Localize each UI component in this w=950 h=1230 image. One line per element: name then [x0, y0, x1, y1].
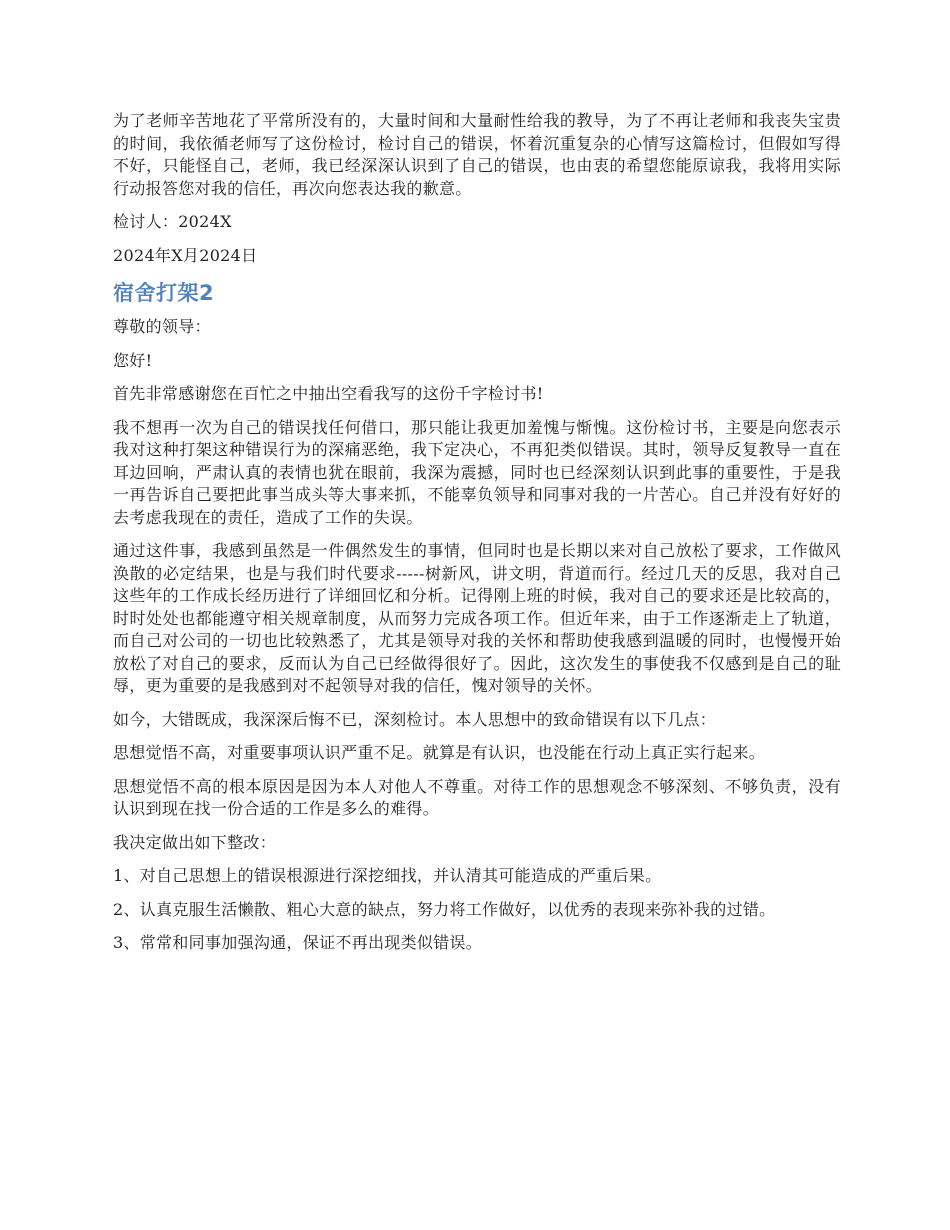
- body-paragraph: 如今，大错既成，我深深后悔不已，深刻检讨。本人思想中的致命错误有以下几点：: [113, 709, 717, 729]
- date-line: 2024年X月2024日: [113, 245, 258, 265]
- body-paragraph: 思想觉悟不高，对重要事项认识严重不足。就算是有认识，也没能在行动上真正实行起来。: [113, 743, 766, 762]
- opening-paragraph: 首先非常感谢您在百忙之中抽出空看我写的这份千字检讨书!: [113, 384, 544, 403]
- greeting: 您好!: [113, 350, 153, 370]
- body-paragraph: 我决定做出如下整改：: [113, 832, 277, 852]
- signature-line: 检讨人：2024X: [113, 212, 232, 231]
- list-item: 2、认真克服生活懒散、粗心大意的缺点，努力将工作做好，以优秀的表现来弥补我的过错。: [113, 899, 776, 919]
- salutation: 尊敬的领导：: [113, 317, 211, 336]
- body-paragraph: 我不想再一次为自己的错误找任何借口，那只能让我更加羞愧与惭愧。这份检讨书，主要是向您表示我对这种打架这种错误行为的深痛恶绝，我下定决心，不再犯类似错误。其时，领导反复教导一直在耳边回响，严肃认真的表情也犹在眼前，我深为震撼，同时也已经深刻认识到此事的重要性，于是我一再告诉自己要把此事当成头等大事来抓，不能辜负领导和同事对我的一片苦心。自己并没有好好的去考虑我现在的责任，造成了工作的失误。: [113, 417, 841, 527]
- apology-paragraph: 为了老师辛苦地花了平常所没有的，大量时间和大量耐性给我的教导，为了不再让老师和我丧失宝贵的时间，我依循老师写了这份检讨，检讨自己的错误，怀着沉重复杂的心情写这篇检讨，但假如写得不好，只能怪自己，老师，我已经深深认识到了自己的错误，也由衷的希望您能原谅我，我将用实际行动报答您对我的信任，再次向您表达我的歉意。: [113, 111, 841, 198]
- body-paragraph: 思想觉悟不高的根本原因是因为本人对他人不尊重。对待工作的思想观念不够深刻、不够负责，没有认识到现在找一份合适的工作是多么的难得。: [113, 776, 841, 818]
- list-item: 3、常常和同事加强沟通，保证不再出现类似错误。: [113, 933, 483, 952]
- document-page: [113, 110, 841, 966]
- section-heading: 宿舍打架2: [113, 281, 215, 305]
- body-paragraph: 通过这件事，我感到虽然是一件偶然发生的事情，但同时也是长期以来对自己放松了要求，工作做风涣散的必定结果，也是与我们时代要求-----树新风，讲文明，背道而行。经过几天的反思，我对自己这些年的工作成长经历进行了详细回忆和分析。记得刚上班的时候，我对自己的要求还是比较高的，时时处处也都能遵守相关规章制度，从而努力完成各项工作。但近年来，由于工作逐渐走上了轨道，而自己对公司的一切也比较熟悉了，尤其是领导对我的关怀和帮助使我感到温暖的同时，也慢慢开始放松了对自己的要求，反而认为自己已经做得很好了。因此，这次发生的事使我不仅感到是自己的耻辱，更为重要的是我感到对不起领导对我的信任，愧对领导的关怀。: [113, 541, 841, 695]
- list-item: 1、对自己思想上的错误根源进行深挖细找，并认清其可能造成的严重后果。: [113, 866, 662, 885]
